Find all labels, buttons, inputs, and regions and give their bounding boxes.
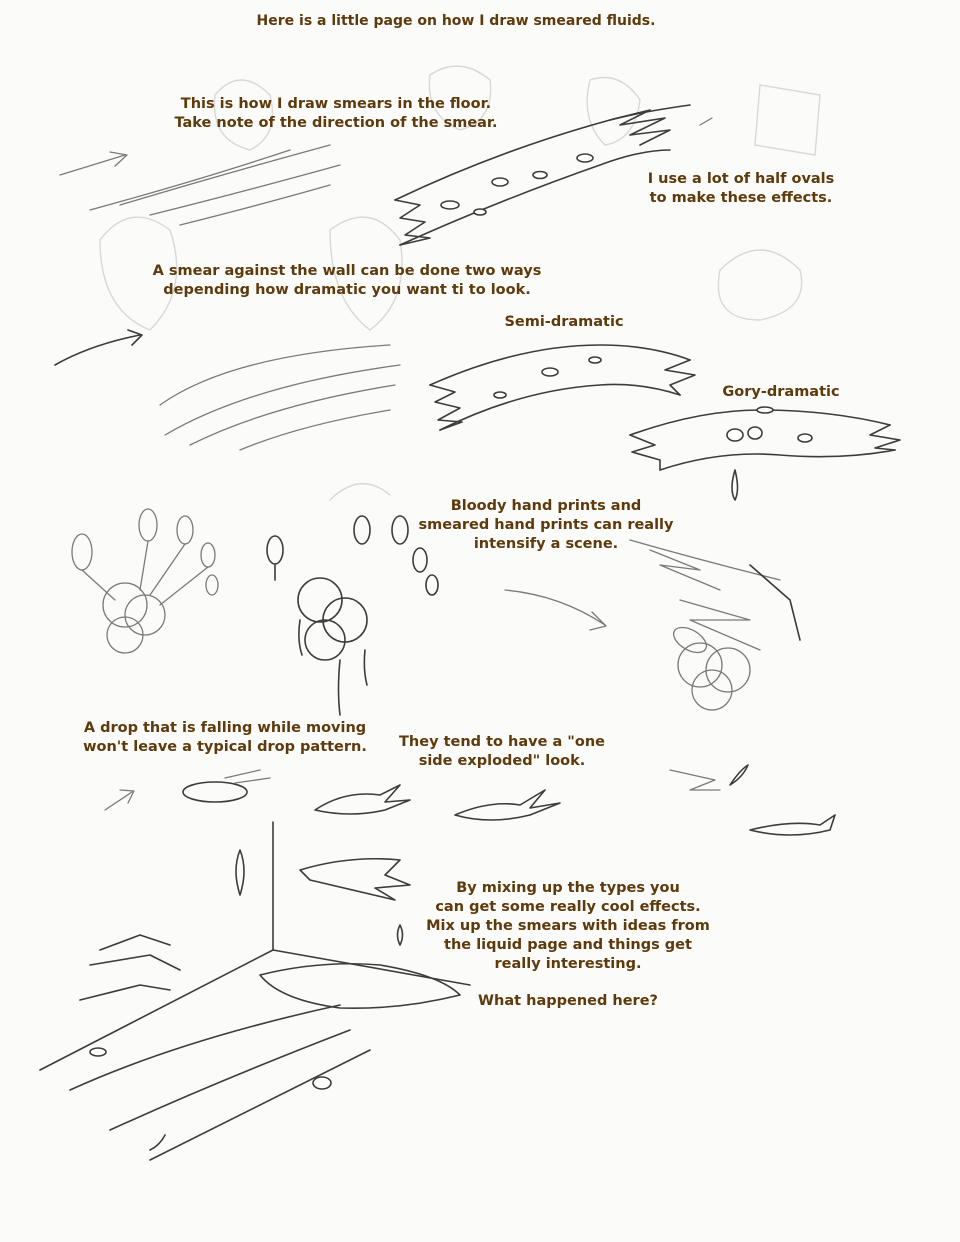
- wall-smear-note-line-1: A smear against the wall can be done two ways: [152, 263, 542, 279]
- half-ovals-note: [648, 170, 835, 208]
- wall-smear-note-line-2: depending how dramatic you want ti to look.: [163, 282, 531, 298]
- hand-print-construction: [72, 509, 218, 653]
- falling-drop-note-line-2: won't leave a typical drop pattern.: [83, 739, 367, 755]
- floor-smear-note: [174, 95, 497, 133]
- mixing-types-note: [426, 879, 710, 974]
- mixing-types-note-line-2: can get some really cool effects.: [435, 899, 701, 915]
- gory-dramatic-smear: [630, 407, 900, 500]
- floor-smear-note-line-2: Take note of the direction of the smear.: [174, 115, 498, 131]
- floor-smear-note-line-1: This is how I draw smears in the floor.: [180, 96, 492, 112]
- semi-dramatic-label: [504, 313, 623, 332]
- half-ovals-note-line-2: to make these effects.: [649, 190, 833, 206]
- mixing-types-note-line-4: the liquid page and things get: [444, 937, 692, 953]
- smeared-hand-print: [505, 540, 800, 710]
- question-note-text: What happened here?: [478, 993, 658, 1009]
- question-note: [478, 992, 658, 1011]
- exploded-look-note-line-1: They tend to have a "one: [399, 734, 605, 750]
- semi-dramatic-smear: [430, 345, 695, 430]
- exploded-look-note: [399, 733, 605, 771]
- hand-prints-note-line-1: Bloody hand prints and: [450, 498, 642, 514]
- half-ovals-note-line-1: I use a lot of half ovals: [647, 171, 835, 187]
- hand-prints-note: [419, 497, 674, 554]
- page-title: [257, 12, 656, 31]
- gory-dramatic-label: [722, 383, 839, 402]
- wall-smear-note: [153, 262, 542, 300]
- combined-scene: [40, 822, 470, 1160]
- mixing-types-note-line-1: By mixing up the types you: [456, 880, 680, 896]
- bloody-hand-print: [267, 516, 438, 715]
- floor-smear-study: [60, 145, 340, 225]
- page-title-text: Here is a little page on how I draw smeared fluids.: [256, 13, 656, 29]
- hand-prints-note-line-3: intensify a scene.: [473, 536, 619, 552]
- mixing-types-note-line-5: really interesting.: [494, 956, 642, 972]
- exploded-look-note-line-2: side exploded" look.: [418, 753, 586, 769]
- falling-drop-study: [105, 765, 835, 835]
- wall-smear-study: [55, 330, 400, 450]
- falling-drop-note: [83, 719, 367, 757]
- hand-prints-note-line-2: smeared hand prints can really: [418, 517, 674, 533]
- mixing-types-note-line-3: Mix up the smears with ideas from: [426, 918, 710, 934]
- semi-dramatic-label-text: Semi-dramatic: [504, 314, 624, 330]
- falling-drop-note-line-1: A drop that is falling while moving: [83, 720, 367, 736]
- gory-dramatic-label-text: Gory-dramatic: [722, 384, 840, 400]
